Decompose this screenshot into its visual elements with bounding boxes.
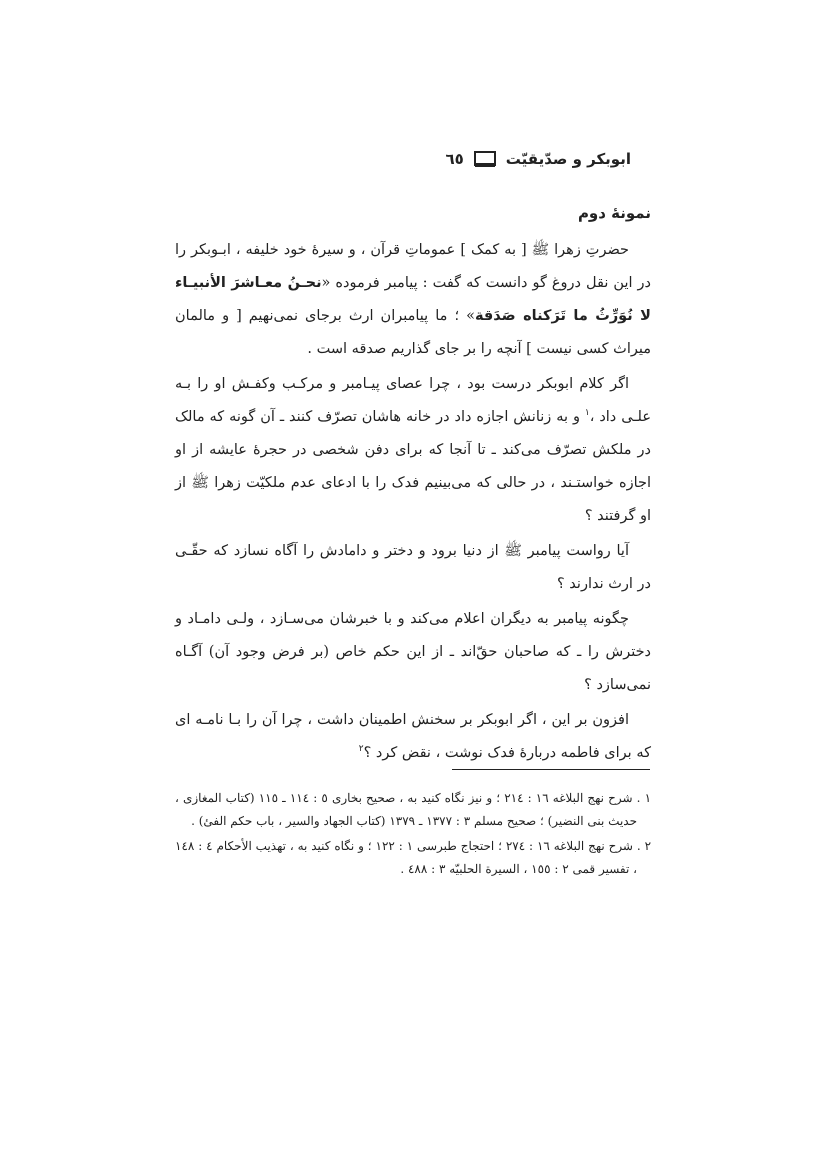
paragraph-text: حضرتِ زهرا ﷺ [ به کمک ] عموماتِ قرآن ، و سیرهٔ خود خلیفه ، ابـوبکر را در این نقل دروغ گو دانست که گفت : پیامبر فرموده « xyxy=(175,242,651,291)
paragraph-text: » ؛ ما پیامبران ارث برجای نمی‌نهیم [ و مالمان میراث کسی نیست ] آنچه را بر جای گذاریم صدقه است . xyxy=(175,308,651,357)
paragraph-text: و به زنانش اجازه داد در خانه هاشان تصرّف کنند ـ آن گونه که مالک در ملکش تصرّف می‌کند ـ تا آنجا که برای دفن شخصی در حجرهٔ عایشه از او اجازه خواستـند ، در حالی که می‌بینیم فدک را با ادعای عدم ملکیّت زهرا ﷺ از او گرفتند ؟ xyxy=(175,409,651,524)
paragraph: آیا رواست پیامبر ﷺ از دنیا برود و دختر و دامادش را آگاه نسازد که حقّـی در ارث ندارند ؟ xyxy=(175,543,651,592)
section-title: نمونهٔ دوم xyxy=(577,204,651,222)
paragraph-text: اگر کلام ابوبکر درست بود ، چرا عصای پیـامبر و مرکـب وکفـش او را بـه علـی داد ، xyxy=(175,376,651,425)
paragraph xyxy=(175,368,651,533)
footnote-ref[interactable]: ١ xyxy=(584,408,590,419)
paragraph xyxy=(175,234,651,366)
paragraph-text: افزون بر این ، اگر ابوبکر بر سخنش اطمینان داشت ، چرا آن را بـا نامـه ای که برای فاطمه دربارهٔ فدک نوشت ، نقض کرد ؟ xyxy=(175,712,651,761)
paragraph xyxy=(175,704,651,770)
paragraph: چگونه پیامبر به دیگران اعلام می‌کند و با خبرشان می‌سـازد ، ولـی دامـاد و دخترش را ـ که صاحبان حقّ‌اند ـ از این حکم خاص (بر فرض وجود آن) آگـاه نمی‌سازد ؟ xyxy=(175,611,651,693)
footnote: ١ . شرح نهج البلاغه ١٦ : ٢١٤ ؛ و نیز نگاه کنید به ، صحیح بخاری ٥ : ١١٤ ـ ١١٥ (کتاب المغازی ، حدیث بنی النضیر) ؛ صحیح مسلم ٣ : ١٣٧٧ ـ ١٣٧٩ (کتاب الجهاد والسیر ، باب حکم الفئ) . xyxy=(175,791,652,828)
book-icon xyxy=(474,151,496,168)
hadith-quote: نحـنُ معـاشرَ الأنبیـاء لا نُوَرِّثُ ما تَرَکناه صَدَقة xyxy=(175,275,651,324)
page-number: ٦٥ xyxy=(445,150,464,168)
main-text xyxy=(175,197,651,772)
footnote: ٢ . شرح نهج البلاغه ١٦ : ٢٧٤ ؛ احتجاج طبرسی ١ : ١٢٢ ؛ و نگاه کنید به ، تهذیب الأحکام ٤ : ١٤٨ ، تفسیر قمی ٢ : ١٥٥ ، السیرة الحلبیّه ٣ : ٤٨٨ . xyxy=(175,839,652,876)
footnotes xyxy=(175,787,651,883)
running-title: ابوبکر و صدّیقیّت xyxy=(505,150,631,168)
footnote-ref[interactable]: ٢ xyxy=(358,744,364,755)
footnote-divider xyxy=(452,769,650,770)
running-head xyxy=(191,150,631,168)
